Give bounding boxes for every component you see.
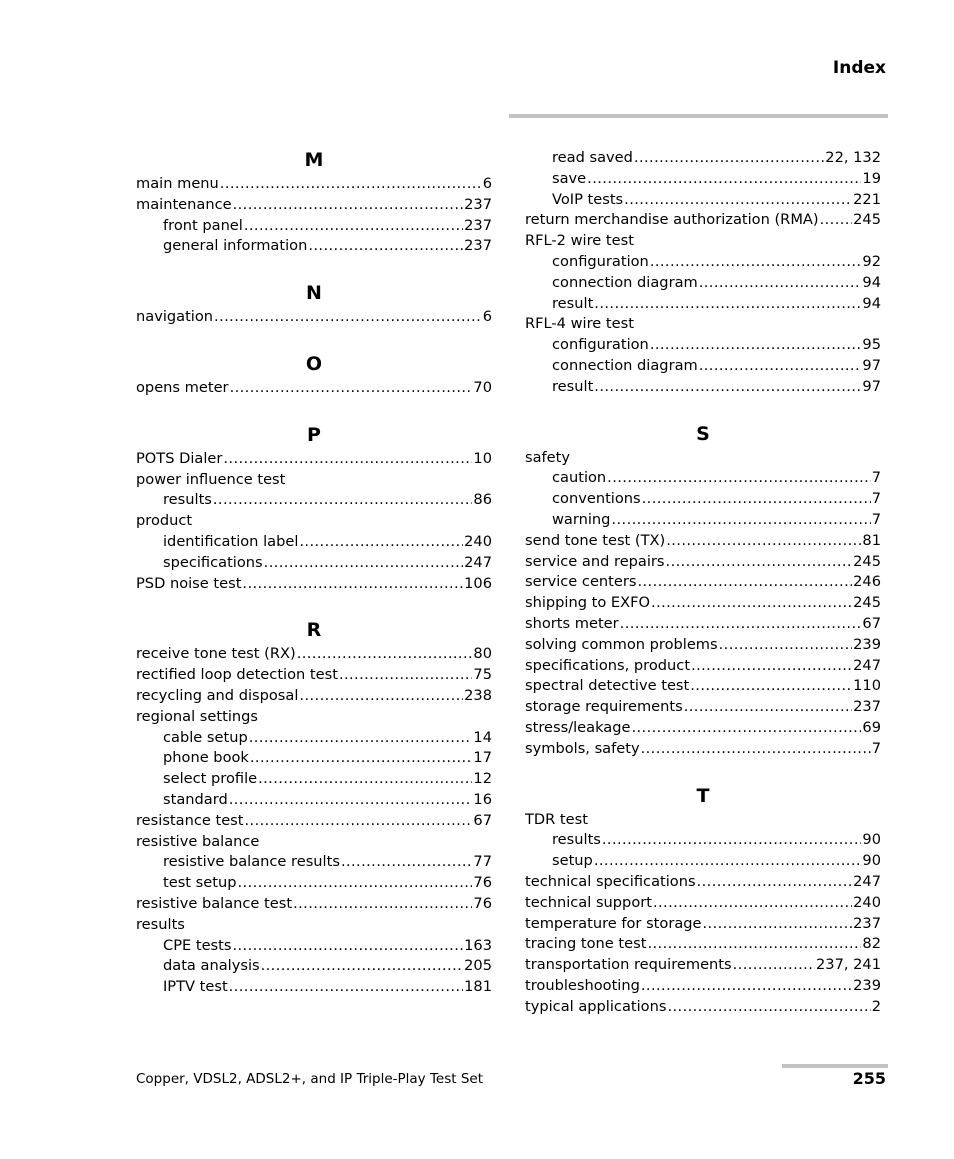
index-entry-term: receive tone test (RX): [136, 645, 296, 663]
index-entry-term: setup: [552, 852, 593, 870]
index-entry-term: conventions: [552, 490, 641, 508]
dot-leader: [647, 934, 861, 955]
index-entry-term: VoIP tests: [552, 190, 624, 208]
index-entry: [525, 252, 881, 273]
index-entry-page: 205: [464, 957, 492, 975]
index-entry: [525, 593, 881, 614]
index-entry-page: 6: [482, 175, 492, 192]
index-entry-page: 22, 132: [825, 149, 881, 166]
index-entry: [525, 468, 881, 489]
index-entry-term: POTS Dialer: [136, 449, 223, 467]
index-entry-term: save: [552, 169, 587, 187]
index-entry: [136, 977, 492, 998]
index-entry-term: stress/leakage: [525, 718, 631, 736]
dot-leader: [232, 936, 463, 957]
index-entry: [525, 697, 881, 718]
index-column-right: [525, 148, 881, 1017]
index-entry: [525, 830, 881, 851]
index-entry-page: 81: [862, 531, 881, 549]
index-entry: [525, 148, 881, 169]
dot-leader: [697, 872, 853, 893]
index-entry-term: regional settings: [136, 707, 258, 725]
index-entry: [136, 915, 492, 936]
index-entry: [525, 893, 881, 914]
index-column-left: [136, 146, 492, 998]
dot-leader: [587, 169, 861, 190]
index-entry-page: 80: [473, 645, 492, 663]
index-entry-term: warning: [552, 510, 611, 528]
index-entry-term: service and repairs: [525, 552, 665, 570]
index-entry-page: 240: [464, 532, 492, 550]
index-entry-term: technical specifications: [525, 872, 696, 890]
index-entry-page: 237: [464, 216, 492, 234]
dot-leader: [230, 378, 473, 399]
dot-leader: [594, 851, 862, 872]
index-entry-term: configuration: [552, 336, 649, 354]
index-entry-page: 2: [871, 997, 881, 1015]
index-entry-page: 76: [473, 894, 492, 912]
index-entry-page: 14: [473, 728, 492, 746]
index-entry-page: 90: [862, 852, 881, 870]
index-entry-page: 181: [464, 978, 492, 996]
index-entry-term: results: [163, 491, 212, 509]
index-entry: [136, 956, 492, 977]
index-entry-page: 19: [862, 169, 881, 187]
index-entry: [525, 231, 881, 252]
dot-leader: [308, 236, 463, 257]
index-entry-term: resistance test: [136, 811, 244, 829]
index-entry: [525, 190, 881, 211]
dot-leader: [594, 294, 861, 315]
index-entry-term: recycling and disposal: [136, 686, 299, 704]
index-entry-term: solving common problems: [525, 635, 718, 653]
index-entry-term: standard: [163, 790, 228, 808]
section-gap: [136, 399, 492, 421]
dot-leader: [666, 552, 853, 573]
index-entry: [525, 997, 881, 1018]
index-section-letter: T: [696, 784, 710, 807]
index-entry-page: 240: [853, 893, 881, 911]
index-entry-page: 69: [862, 718, 881, 736]
index-entry-page: 97: [862, 356, 881, 374]
index-entry-term: service centers: [525, 573, 637, 591]
dot-leader: [650, 252, 862, 273]
dot-leader: [637, 572, 852, 593]
index-entry: [525, 810, 881, 831]
index-section-letter: M: [304, 149, 324, 171]
index-entry-page: 237: [464, 237, 492, 255]
index-entry: [525, 614, 881, 635]
dot-leader: [624, 190, 852, 211]
index-entry-page: 237: [853, 698, 881, 716]
index-entry-term: rectified loop detection test: [136, 666, 338, 684]
index-entry-page: 17: [473, 749, 492, 767]
index-entry: [525, 489, 881, 510]
index-entry-term: transportation requirements: [525, 956, 732, 974]
index-section-letter: P: [307, 423, 321, 446]
index-entry-page: 246: [853, 573, 881, 591]
dot-leader: [258, 769, 472, 790]
index-entry-term: cable setup: [163, 728, 248, 746]
dot-leader: [229, 790, 473, 811]
index-entry: [525, 955, 881, 976]
index-entry-term: typical applications: [525, 997, 667, 1015]
index-entry: [525, 976, 881, 997]
index-entry: [525, 552, 881, 573]
index-entry: [525, 934, 881, 955]
index-entry-page: 67: [473, 811, 492, 829]
index-section-letter: O: [305, 352, 323, 375]
index-entry-page: 245: [853, 211, 881, 229]
index-entry: [525, 718, 881, 739]
index-entry-page: 7: [871, 469, 881, 487]
dot-leader: [733, 955, 815, 976]
dot-leader: [684, 697, 852, 718]
dot-leader: [650, 335, 862, 356]
dot-leader: [634, 148, 824, 169]
index-entry-term: phone book: [163, 749, 249, 767]
footer-page-number: 255: [852, 1069, 886, 1088]
index-entry: [136, 378, 492, 399]
dot-leader: [690, 676, 852, 697]
dot-leader: [264, 553, 463, 574]
index-entry: [136, 811, 492, 832]
index-entry: [525, 377, 881, 398]
index-entry: [525, 676, 881, 697]
index-entry: [525, 169, 881, 190]
index-entry-term: result: [552, 377, 594, 395]
index-entry-term: results: [136, 915, 185, 933]
index-entry-term: select profile: [163, 770, 258, 788]
index-entry-page: 247: [464, 553, 492, 571]
dot-leader: [213, 490, 473, 511]
dot-leader: [244, 216, 463, 237]
index-entry: [136, 553, 492, 574]
index-entry: [136, 686, 492, 707]
index-entry-page: 10: [473, 449, 492, 467]
dot-leader: [699, 273, 862, 294]
dot-leader: [214, 307, 482, 328]
index-entry-page: 237: [853, 914, 881, 932]
index-entry-page: 7: [871, 739, 881, 757]
dot-leader: [699, 356, 862, 377]
index-entry-term: front panel: [163, 216, 243, 234]
index-entry-term: opens meter: [136, 378, 229, 396]
index-entry-term: send tone test (TX): [525, 531, 666, 549]
index-entry: [525, 572, 881, 593]
dot-leader: [719, 635, 853, 656]
index-entry-page: 76: [473, 874, 492, 892]
section-gap: [136, 594, 492, 616]
index-entry: [136, 449, 492, 470]
index-entry-page: 163: [464, 936, 492, 954]
index-entry: [525, 739, 881, 760]
index-entry-term: power influence test: [136, 470, 286, 488]
dot-leader: [641, 976, 852, 997]
index-entry-term: navigation: [136, 308, 214, 326]
section-gap: [525, 760, 881, 782]
index-entry: [136, 665, 492, 686]
index-entry: [136, 470, 492, 491]
index-entry-page: 238: [464, 686, 492, 704]
index-entry-page: 7: [871, 510, 881, 528]
dot-leader: [293, 894, 472, 915]
index-entry-term: IPTV test: [163, 978, 228, 996]
index-entry: [136, 748, 492, 769]
index-entry: [136, 873, 492, 894]
dot-leader: [339, 665, 472, 686]
dot-leader: [607, 468, 871, 489]
dot-leader: [237, 873, 472, 894]
index-entry-page: 245: [853, 594, 881, 612]
index-entry: [136, 532, 492, 553]
index-entry: [136, 511, 492, 532]
index-entry-page: 75: [473, 666, 492, 684]
index-entry: [525, 210, 881, 231]
index-entry-term: resistive balance test: [136, 894, 293, 912]
index-entry-term: general information: [163, 237, 308, 255]
index-entry-page: 247: [853, 872, 881, 890]
footer-document-title: Copper, VDSL2, ADSL2+, and IP Triple-Play Test Set: [136, 1071, 484, 1087]
index-entry-term: shipping to EXFO: [525, 594, 651, 612]
dot-leader: [297, 644, 473, 665]
dot-leader: [642, 489, 871, 510]
index-entry-page: 86: [473, 491, 492, 509]
index-entry: [525, 851, 881, 872]
index-entry-term: RFL-2 wire test: [525, 232, 634, 250]
dot-leader: [249, 728, 473, 749]
index-entry: [136, 307, 492, 328]
index-entry-term: resistive balance: [136, 832, 260, 850]
dot-leader: [220, 174, 482, 195]
index-entry-term: main menu: [136, 175, 219, 192]
dot-leader: [250, 748, 473, 769]
index-entry: [136, 707, 492, 728]
index-entry-page: 70: [473, 378, 492, 396]
index-entry-term: specifications: [163, 553, 263, 571]
dot-leader: [620, 614, 862, 635]
index-entry-page: 90: [862, 831, 881, 849]
index-entry-page: 95: [862, 336, 881, 354]
index-entry-term: connection diagram: [552, 356, 698, 374]
index-entry: [525, 914, 881, 935]
section-gap: [525, 398, 881, 420]
index-entry: [525, 531, 881, 552]
index-entry-page: 247: [853, 656, 881, 674]
page-header-title: Index: [832, 58, 886, 78]
dot-leader: [820, 210, 853, 231]
dot-leader: [631, 718, 861, 739]
index-entry-page: 97: [862, 377, 881, 395]
index-entry: [525, 273, 881, 294]
dot-leader: [611, 510, 870, 531]
index-entry-term: CPE tests: [163, 936, 232, 954]
dot-leader: [666, 531, 861, 552]
index-entry: [136, 769, 492, 790]
index-entry: [525, 335, 881, 356]
index-entry-page: 221: [853, 190, 881, 208]
dot-leader: [602, 830, 862, 851]
index-entry-term: caution: [552, 469, 607, 487]
index-entry-term: result: [552, 294, 594, 312]
dot-leader: [703, 914, 853, 935]
index-entry: [136, 936, 492, 957]
index-entry-term: shorts meter: [525, 614, 619, 632]
index-section-letter: N: [306, 282, 322, 305]
index-entry-term: data analysis: [163, 957, 260, 975]
index-entry-term: test setup: [163, 874, 237, 892]
index-entry: [525, 448, 881, 469]
index-entry-page: 77: [473, 853, 492, 871]
index-entry-page: 82: [862, 935, 881, 953]
index-entry-page: 67: [862, 614, 881, 632]
index-entry-page: 245: [853, 552, 881, 570]
index-entry-term: tracing tone test: [525, 935, 647, 953]
index-entry-term: safety: [525, 448, 571, 466]
index-entry-term: PSD noise test: [136, 574, 242, 592]
index-entry-term: connection diagram: [552, 273, 698, 291]
dot-leader: [594, 377, 861, 398]
index-entry-page: 92: [862, 252, 881, 270]
dot-leader: [341, 852, 472, 873]
index-entry-term: identification label: [163, 532, 299, 550]
header-rule: [509, 114, 888, 118]
index-entry: [136, 236, 492, 257]
dot-leader: [223, 449, 472, 470]
index-entry: [525, 635, 881, 656]
index-entry-term: symbols, safety: [525, 739, 640, 757]
index-entry-page: 110: [853, 677, 881, 695]
index-entry-page: 94: [862, 294, 881, 312]
dot-leader: [261, 956, 464, 977]
index-entry-term: maintenance: [136, 195, 232, 213]
index-entry-term: technical support: [525, 893, 652, 911]
dot-leader: [667, 997, 870, 1018]
index-entry: [136, 790, 492, 811]
index-entry: [525, 510, 881, 531]
index-entry-page: 94: [862, 273, 881, 291]
index-entry-term: spectral detective test: [525, 677, 690, 695]
index-entry-page: 12: [473, 770, 492, 788]
index-entry: [525, 356, 881, 377]
index-entry-page: 6: [482, 308, 492, 326]
index-entry-page: 239: [853, 635, 881, 653]
index-entry: [525, 314, 881, 335]
dot-leader: [233, 195, 464, 216]
section-gap: [136, 328, 492, 350]
index-section-letter: R: [306, 619, 322, 642]
index-entry-term: RFL-4 wire test: [525, 315, 634, 333]
dot-leader: [691, 656, 852, 677]
index-entry-term: temperature for storage: [525, 914, 702, 932]
index-entry: [525, 294, 881, 315]
index-entry-term: troubleshooting: [525, 976, 640, 994]
index-entry: [136, 174, 492, 195]
index-entry-page: 7: [871, 490, 881, 508]
dot-leader: [641, 739, 871, 760]
footer-rule: [782, 1064, 888, 1068]
index-entry-page: 239: [853, 976, 881, 994]
index-entry: [525, 656, 881, 677]
index-entry-page: 106: [464, 574, 492, 592]
index-entry-term: configuration: [552, 252, 649, 270]
index-entry-term: storage requirements: [525, 698, 683, 716]
index-entry: [136, 216, 492, 237]
index-entry-term: resistive balance results: [163, 853, 340, 871]
dot-leader: [299, 532, 463, 553]
index-entry: [136, 644, 492, 665]
index-entry: [136, 852, 492, 873]
dot-leader: [242, 574, 463, 595]
index-entry-term: specifications, product: [525, 656, 691, 674]
index-entry: [136, 728, 492, 749]
index-entry: [525, 872, 881, 893]
index-entry-page: 237: [464, 195, 492, 213]
index-entry-term: read saved: [552, 149, 633, 166]
dot-leader: [299, 686, 463, 707]
index-entry: [136, 195, 492, 216]
index-entry: [136, 574, 492, 595]
dot-leader: [229, 977, 463, 998]
index-entry-term: product: [136, 512, 193, 530]
index-entry-term: TDR test: [525, 810, 588, 828]
index-entry: [136, 894, 492, 915]
section-gap: [136, 257, 492, 279]
dot-leader: [653, 893, 852, 914]
index-entry: [136, 832, 492, 853]
index-entry-term: return merchandise authorization (RMA): [525, 211, 819, 229]
index-entry-page: 237, 241: [816, 956, 881, 974]
dot-leader: [245, 811, 473, 832]
index-entry-page: 16: [473, 790, 492, 808]
dot-leader: [651, 593, 852, 614]
index-entry: [136, 490, 492, 511]
index-entry-term: results: [552, 831, 601, 849]
index-section-letter: S: [696, 422, 710, 445]
